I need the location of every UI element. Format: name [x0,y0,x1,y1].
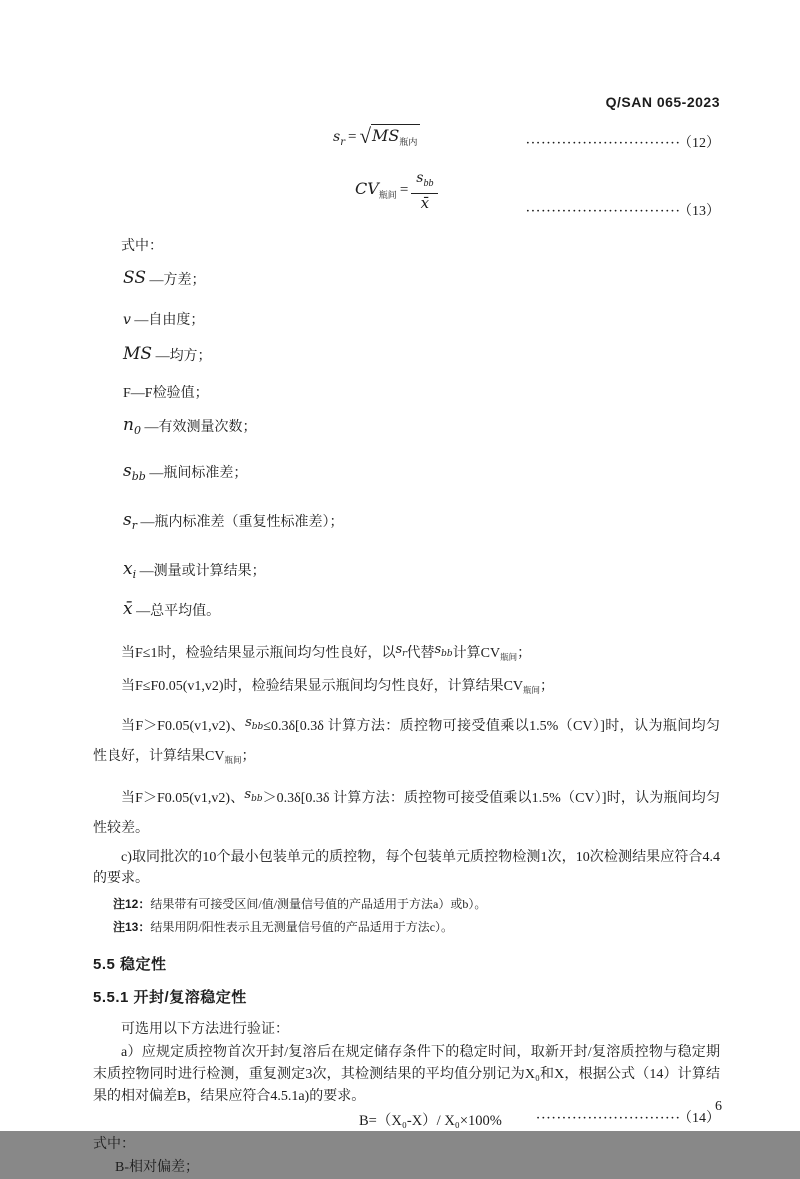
math-term: $s_{bb}$ [123,461,146,483]
formula-14-row [93,1110,720,1132]
math-term: v [123,312,131,328]
fraction [411,170,438,212]
section-heading-5-5: 5.5 稳定性 [93,956,167,973]
definition-b: B-相对偏差； [115,1160,199,1175]
note-13 [93,916,720,939]
math-term: MS [123,344,153,364]
page-content [93,94,720,1179]
definition-sbb [123,459,720,489]
where-intro-2: 式中： [93,1137,135,1152]
math-term: SS [123,268,146,288]
paragraph-f-le-1: 当F≤1时，检验结果显示瓶间均匀性良好，以$s_r$代替$s_{bb}$计算$CV_{瓶间}$； [121,642,532,662]
formula-12-row [93,120,720,156]
definition-ms [123,342,720,372]
definition-text: —方差； [146,273,206,288]
symbol-sbb: $s_{bb}$ [244,787,263,804]
definition-f [123,382,720,406]
definition-n0 [123,413,720,443]
note-text: 结果带有可接受区间/值/测量信号值的产品适用于方法a）或b）。 [150,897,487,911]
formula-13 [355,168,438,212]
paragraph-c: c)取同批次的10个最小包装单元的质控物，每个包装单元质控物检测1次，10次检测结果应符合4.4的要求。 [93,850,720,886]
math-term: $s_r$ [123,510,137,532]
document-number: Q/SAN 065-2023 [605,94,720,110]
leader-dots: ······························ [525,137,681,149]
equation-number: （12） [685,136,720,151]
paragraph-a: a）应规定质控物首次开封/复溶后在规定储存条件下的稳定时间，取新开封/复溶质控物与稳定期末质控物同时进行检测，重复测定3次，其检测结果的平均值分别记为X₀和X，根据公式（14）计算结果的相对偏差B，结果应符合4.5.1a)的要求。 [93,1045,720,1104]
symbol-sr: $s_r$ [395,642,407,659]
note-text: 结果用阴/阳性表示且无测量信号值的产品适用于方法c）。 [150,920,454,934]
symbol-definitions [93,266,720,627]
paragraph-f-gt-poor: 当F＞F0.05(v1,v2)、$s_{bb}>0.3\delta[0.3\delta$ 计算方法：质控物可接受值乘以1.5%（CV）]时，认为瓶间均匀性较差。 [93,787,720,836]
fraction-denominator: x̄ [420,194,430,212]
math-term: x̄ [123,599,133,619]
symbol-cv: $CV_{瓶间}$ [355,179,397,202]
section-heading-5-5-1: 5.5.1 开封/复溶稳定性 [93,989,247,1006]
paragraph-method-intro: 可选用以下方法进行验证： [121,1022,289,1037]
definition-xi [123,557,720,587]
definition-sr [123,508,720,538]
definition-text: —均方； [152,349,212,364]
note-label: 注12： [113,897,151,911]
leader-dots: ···························· [536,1112,681,1124]
equation-number: （13） [685,204,720,219]
definition-text: —瓶内标准差（重复性标准差）； [137,515,344,530]
definition-v [123,308,720,333]
dotted-leader-14 [536,1107,720,1130]
definition-ss [123,266,720,296]
math-term: $n_0$ [123,415,141,437]
leader-dots: ······························ [525,205,681,217]
radical-sign: √ [359,124,371,148]
symbol-sbb: $s_{bb}$ [245,715,264,732]
math-term: F [123,386,131,401]
page-number: 6 [715,1099,722,1114]
equals-sign: = [347,129,357,145]
formula-12 [333,120,420,149]
dotted-leader-13 [526,200,720,220]
fraction-numerator: $s_{bb}$ [411,170,438,194]
cv-subscript: 瓶间 [500,652,518,662]
symbol-sbb: $s_{bb}$ [434,642,453,659]
definition-text: —F检验值； [130,386,209,401]
definition-text: —有效测量次数； [140,420,257,435]
definition-text: —总平均值。 [132,604,221,619]
note-12 [93,893,720,916]
symbol-sr: $s_r$ [333,129,345,148]
cv-subscript: 瓶间 [224,755,242,765]
paragraph-f-le-f005: 当F≤F0.05(v1,v2)时，检验结果显示瓶间均匀性良好，计算结果$CV_{瓶间}$； [121,679,555,695]
equation-number: （14） [685,1111,720,1126]
math-term: $x_i$ [123,559,137,581]
definition-text: —瓶间标准差； [145,466,248,481]
definition-text: —测量或计算结果； [136,564,266,579]
dotted-leader-12 [526,132,720,152]
radicand: $MS_{瓶内}$ [371,124,420,148]
paragraph-f-gt-good: 当F＞F0.05(v1,v2)、$s_{bb}\le 0.3\delta[0.3\delta$ 计算方法：质控物可接受值乘以1.5%（CV）]时，认为瓶间均匀性良好，计算结果$CV_{瓶间}$； [93,715,720,765]
formula-13-row [93,168,720,224]
note-label: 注13： [113,920,151,934]
formula-14: B=（X₀-X）/ X₀×100% [359,1113,502,1129]
definition-xbar [123,597,720,627]
cv-subscript: 瓶间 [523,685,541,695]
definition-text: —自由度； [130,313,205,328]
where-intro: 式中： [121,239,163,254]
equals-sign: = [399,182,409,199]
notes [93,893,720,939]
